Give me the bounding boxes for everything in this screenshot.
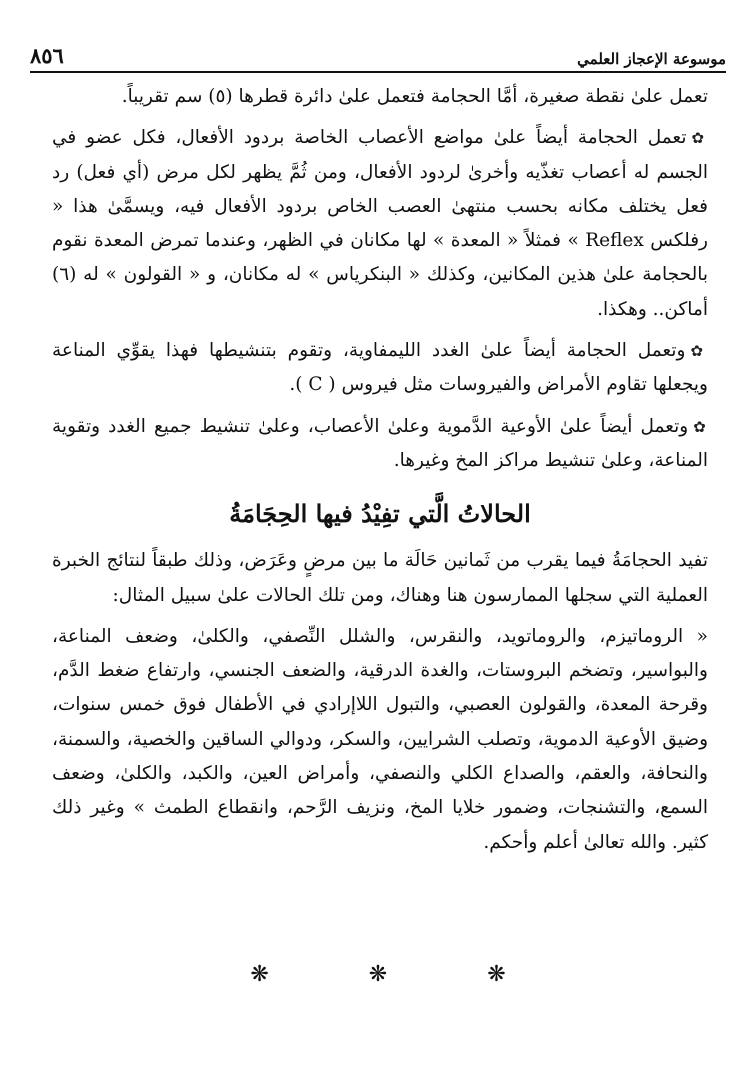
flower-bullet-icon: ✿ <box>693 417 708 436</box>
paragraph-text: تفيد الحجامَةُ فيما يقرب من ثَمانين حَالَة ما بين مرضٍ وعَرَض، وذلك طبقاً لنتائج الخبرة العملية التي سجلها الممارسون هنا وهناك، ومن تلك الحالات علىٰ سبيل المثال: <box>52 550 708 606</box>
page-number: ٨٥٦ <box>30 43 64 68</box>
page-header <box>30 38 726 68</box>
header-rule <box>30 71 726 73</box>
end-of-section-marks <box>0 962 756 987</box>
paragraph <box>52 620 708 860</box>
paragraph <box>52 544 708 613</box>
section-heading: الحالاتُ الَّتي تفِيْدُ فيها الحِجَامَةُ <box>229 499 531 529</box>
asterism-icon: ❋ <box>368 962 388 987</box>
paragraph-text: « الروماتيزم، والروماتويد، والنقرس، والشلل النِّصفي، والكلىٰ، وضعف المناعة، والبواسير، وتضخم البروستات، والغدة الدرقية، والضعف الجنسي، وارتفاع ضغط الدَّم، وقرحة المعدة، والقولون العصبي، والتبول اللاإرادي في الأطفال فوق خمس سنوات، وضيق الأوعية الدموية، وتصلب الشرايين، والسكر، ودوالي الساقين والخصية، والسمنة، والنحافة، والعقم، والصداع الكلي والنصفي، وأمراض العين، والكبد، والكلىٰ، وضعف السمع، والتشنجات، وضمور خلايا المخ، ونزيف الرَّحم، وانقطاع الطمث » وغير ذلك كثير. والله تعالىٰ أعلم وأحكم. <box>52 625 708 853</box>
paragraph-text: تعمل الحجامة أيضاً علىٰ مواضع الأعصاب الخاصة بردود الأفعال، فكل عضو في الجسم له أعصاب تغذّيه وأخرىٰ لردود الأفعال، ومن ثُمَّ يظهر لكل مرض (أي فعل) رد فعل يختلف مكانه بحسب منتهىٰ العصب الخاص بردود الأفعال فيه، ويسمَّىٰ هذا « رفلكس Reflex » فمثلاً « المعدة » لها مكانان في الظهر، وعندما تمرض المعدة نقوم بالحجامة علىٰ هذين المكانين، وكذلك « البنكرياس » له مكانان، و « القولون » له (٦) أماكن.. وهكذا. <box>52 127 708 320</box>
paragraph <box>52 80 708 114</box>
running-title: موسوعة الإعجاز العلمي <box>577 50 726 68</box>
bullet-paragraph <box>52 334 708 403</box>
asterism-icon: ❋ <box>487 962 506 987</box>
flower-bullet-icon: ✿ <box>690 342 708 361</box>
page-body <box>52 80 708 867</box>
paragraph-text: وتعمل أيضاً علىٰ الأوعية الدَّموية وعلىٰ الأعصاب، وعلىٰ تنشيط جميع الغدد وتقوية المناعة، وعلىٰ تنشيط مراكز المخ وغيرها. <box>52 415 708 471</box>
paragraph-text: تعمل علىٰ نقطة صغيرة، أمَّا الحجامة فتعمل علىٰ دائرة قطرها (٥) سم تقريباً. <box>121 86 708 107</box>
asterism-icon: ❋ <box>250 962 269 987</box>
bullet-paragraph <box>52 410 708 479</box>
bullet-paragraph <box>52 121 708 327</box>
flower-bullet-icon: ✿ <box>691 129 708 148</box>
paragraph-text: وتعمل الحجامة أيضاً علىٰ الغدد الليمفاوية، وتقوم بتنشيطها فهذا يقوِّي المناعة ويجعلها تقاوم الأمراض والفيروسات مثل فيروس ( C ). <box>52 340 708 396</box>
